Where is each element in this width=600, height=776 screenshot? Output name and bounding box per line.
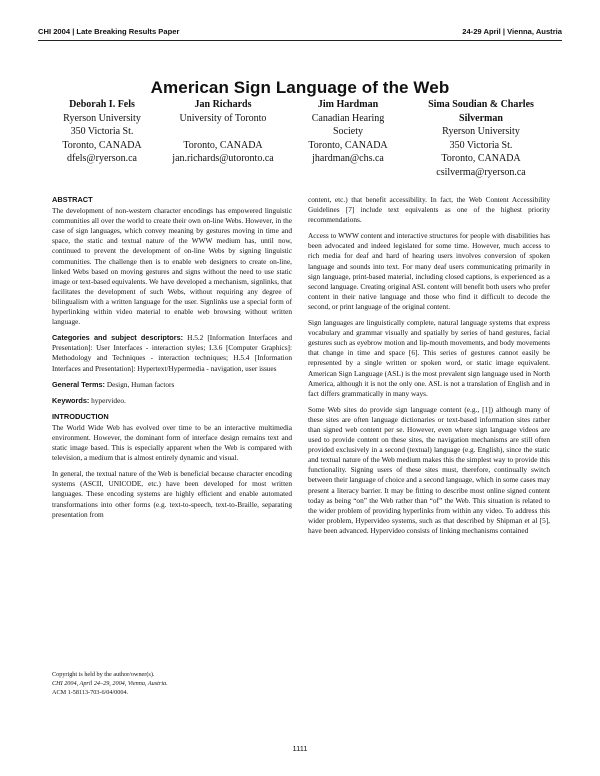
author-email: jan.richards@utoronto.ca — [172, 153, 274, 164]
keywords-label: Keywords: — [52, 395, 90, 405]
acm-number-line: ACM 1-58113-703-6/04/0004. — [52, 689, 129, 696]
body-paragraph-1: content, etc.) that benefit accessibility. In fact, the Web Content Accessibility Guidelines [7] include text equivalents as one of the highest priority recommendations. — [308, 195, 550, 225]
author-city: Toronto, CANADA — [62, 139, 142, 151]
abstract-text: The development of non-western character encodings has empowered linguistic communities all over the world to create their own on-line Webs. However, in the case of sign languages, which convey meaning by gestures moving in time and space, the static and textual nature of the WWW medium has, until now, continued to prevent the development of on-line Webs by signing linguistic communities. The challenge then is to enable web designers to create on-line, linked Webs based on moving gestures and signs without the need to use static image or text-based equivalents. We have developed a mechanism, signlinks, that facilitates the development of such Webs, without requiring any degree of bilingualism with a written language for the user. Signlinks use a special form of hyperlinking within video material to enable web browsing without written language. — [52, 206, 292, 327]
intro-paragraph-2: In general, the textual nature of the Web is beneficial because character encoding systems (ASCII, UNICODE, etc.) have been developed for most written languages. These encoding systems are highly efficient and enable automated transformations into other forms (e.g. text-to-speech, text-to-Braille, separating presentation from — [52, 469, 292, 519]
abstract-heading: ABSTRACT — [52, 195, 93, 204]
author-name: Jan Richards — [194, 99, 252, 110]
author-affiliation: Ryerson University — [63, 112, 141, 124]
intro-paragraph-1: The World Wide Web has evolved over time to be an interactive multimedia environment. However, the dominant form of interface design remains text and static image based. This is especially apparent when the Web is compared with television, a medium that is almost entirely dynamic and visual. — [52, 422, 292, 463]
author-name: Deborah I. Fels — [69, 99, 135, 110]
header-conference: CHI 2004 | Late Breaking Results Paper — [38, 27, 180, 36]
introduction-heading: INTRODUCTION — [52, 411, 109, 421]
body-paragraph-3: Sign languages are linguistically complete, natural language systems that express vocabulary and grammar visually and spatially by series of hand gestures, facial gestures such as eyebrow motion and lip-mouth movements, and body movements that change in time and space [6]. This series of gestures cannot easily be represented by a single written or spoken word, or static image equivalent. American Sign Language (ASL) is the most prevalent sign language used in North America, although it is not the only one. ASL is not a translation of English and in fact differs grammatically in many ways. — [308, 318, 550, 398]
page-number: 1111 — [292, 744, 308, 753]
keywords-paragraph — [52, 396, 292, 406]
author-city: Toronto, CANADA — [308, 139, 388, 151]
running-header — [38, 27, 562, 41]
header-date-location: 24-29 April | Vienna, Austria — [462, 27, 562, 36]
copyright-footnote — [52, 670, 282, 697]
author-name: Sima Soudian & Charles Silverman — [428, 99, 534, 124]
general-terms-paragraph — [52, 380, 292, 390]
author-address — [160, 125, 286, 139]
author-email: csilverma@ryerson.ca — [436, 166, 526, 178]
author-block-1 — [44, 98, 160, 166]
copyright-line: Copyright is held by the author/owner(s). — [52, 671, 155, 678]
categories-paragraph — [52, 333, 292, 373]
author-address: 350 Victoria St. — [70, 126, 134, 137]
author-name: Jim Hardman — [317, 99, 379, 110]
author-affiliation: Ryerson University — [442, 126, 520, 137]
left-column — [52, 195, 292, 526]
author-affiliation: University of Toronto — [179, 112, 267, 124]
author-affiliation-cont: Society — [333, 126, 363, 137]
author-address: 350 Victoria St. — [449, 139, 513, 151]
general-terms-text: Design, Human factors — [105, 379, 175, 389]
conference-line: CHI 2004, April 24–29, 2004, Vienna, Austria. — [52, 680, 168, 687]
right-column — [308, 195, 550, 542]
author-block-4 — [406, 98, 556, 179]
body-paragraph-4: Some Web sites do provide sign language content (e.g., [1]) although many of these sites are often language dictionaries or text-based information sites rather than signed web content per se. However, even where sign language videos are used to provide content on these sites, the navigation mechanisms are still often provided exclusively in a second (textual) language (e.g. English), since the static and textual nature of the Web medium makes this the simplest way to provide this functionality. Signing users of these sites must, therefore, continually switch between their language of choice and a second language, which in some cases may present a literacy barrier. It may be fitting to describe most online signed content today as being “on” the Web rather than “of” the Web. This situation is related to the wider problem of providing hyperlinks from within any video. To address this wider problem, Hypervideo systems, such as that described by Shipman et al [5], have been advanced. Hypervideo consists of linking mechanisms contained — [308, 404, 550, 535]
author-block-3 — [290, 98, 406, 166]
author-block-2 — [160, 98, 286, 166]
author-email: jhardman@chs.ca — [312, 153, 384, 164]
author-affiliation: Canadian Hearing — [311, 112, 385, 124]
general-terms-label: General Terms: — [52, 379, 105, 389]
paper-title: American Sign Language of the Web — [150, 78, 450, 97]
body-paragraph-2: Access to WWW content and interactive structures for people with disabilities has been advocated and indeed legislated for some time. However, much access to rich media for deaf and hard of hearing users involves conversion of spoken language and sounds into text. For many deaf users communicating primarily in sign language, print-based material, including closed captions, is experienced as a second language. Creating original ASL content will benefit both users who prefer content in their native language and those who find it difficult to decode the second, or print language of the original content. — [308, 231, 550, 311]
categories-text: H.5.2 [Information Interfaces and Presentation]: User Interfaces - interaction styles; I.3.6 [Computer Graphics]: Methodology and Techniques - interaction techniques; H.5.4 [Information Interfaces and Presentation]: Hypertext/Hypermedia - navigation, user issues — [52, 333, 292, 373]
header-rule — [38, 40, 562, 41]
categories-label: Categories and subject descriptors: — [52, 333, 184, 343]
author-city: Toronto, CANADA — [183, 139, 263, 151]
keywords-text: hypervideo. — [89, 395, 126, 405]
author-city: Toronto, CANADA — [441, 153, 521, 164]
author-email: dfels@ryerson.ca — [66, 153, 137, 164]
